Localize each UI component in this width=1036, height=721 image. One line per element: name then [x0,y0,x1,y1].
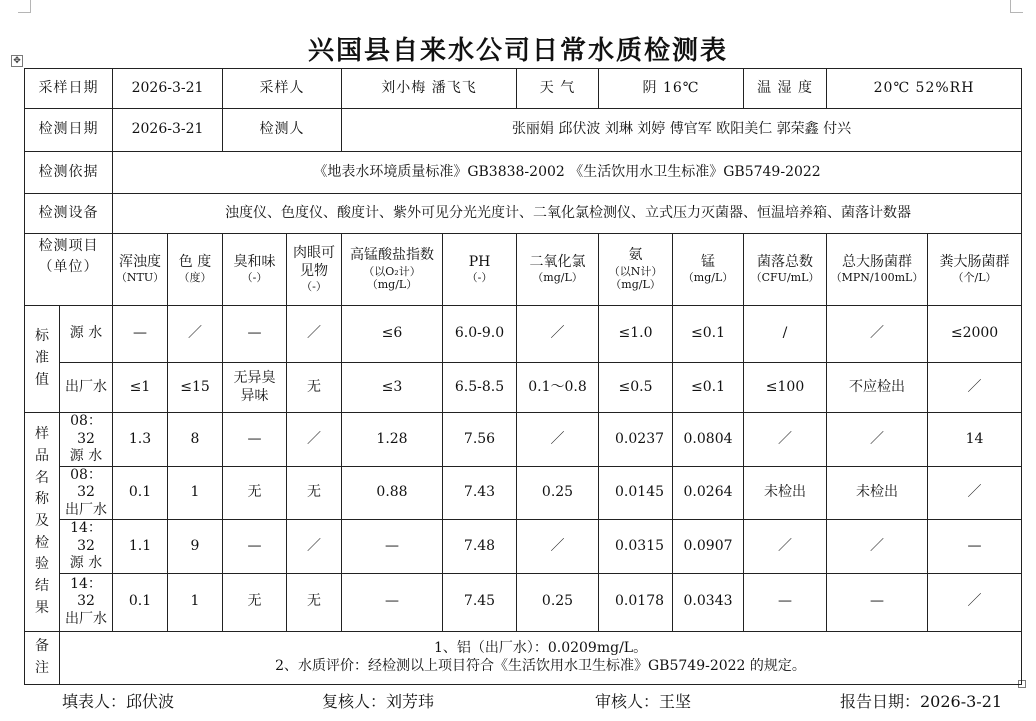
note-line-1: 1、铝（出厂水）：0.0209mg/L。 [433,640,648,656]
table-cell[interactable]: — [342,520,443,574]
page-corner-mark-left [18,0,31,13]
tester-value[interactable]: 张丽娟 邱伏波 刘琳 刘婷 傅官军 欧阳美仁 郭荣鑫 付兴 [342,109,1022,152]
table-cell[interactable]: 7.56 [443,413,517,467]
equipment-value[interactable]: 浊度仪、色度仪、酸度计、紫外可见分光光度计、二氧化氯检测仪、立式压力灭菌器、恒温培养箱、菌落计数器 [113,194,1022,234]
table-cell[interactable]: ／ [287,306,342,363]
table-cell[interactable]: ≤1.0 [599,306,673,363]
table-cell[interactable]: 0.25 [517,573,599,631]
table-cell[interactable]: ／ [928,573,1022,631]
sampler-value[interactable]: 刘小梅 潘飞飞 [342,69,517,109]
sample-row [25,466,1022,520]
test-date-label: 检测日期 [25,109,113,152]
table-cell[interactable]: 不应检出 [827,363,928,413]
table-cell[interactable]: — [928,520,1022,574]
table-cell[interactable]: ／ [517,413,599,467]
document-title: 兴国县自来水公司日常水质检测表 [307,36,728,66]
table-cell[interactable]: / [744,306,827,363]
header-ph: PH （-） [443,234,517,306]
table-cell[interactable]: ≤100 [744,363,827,413]
weather-value[interactable]: 阴 16℃ [599,69,744,109]
test-date-value[interactable]: 2026-3-21 [113,109,223,152]
sample-group-label: 样品名称及检验结果 [25,413,60,632]
header-fecal-coliform: 粪大肠菌群 （个/L） [928,234,1022,306]
sample-label: 08：32 出厂水 [60,466,113,520]
table-cell[interactable]: ≤15 [168,363,223,413]
table-cell[interactable]: ≤0.1 [673,363,744,413]
table-cell[interactable]: — [223,306,287,363]
table-cell[interactable]: 未检出 [827,466,928,520]
table-cell[interactable]: 无 [287,363,342,413]
header-visible-matter: 肉眼可见物 （-） [287,234,342,306]
table-cell[interactable]: ≤0.5 [599,363,673,413]
table-cell[interactable]: ／ [928,466,1022,520]
sample-row [25,413,1022,467]
header-permanganate: 高锰酸盐指数 （以O₂计） （mg/L） [342,234,443,306]
notes-label: 备注 [25,631,60,684]
table-cell[interactable]: ／ [827,306,928,363]
table-cell[interactable]: ／ [827,413,928,467]
table-cell[interactable]: ≤0.1 [673,306,744,363]
table-cell[interactable]: 0.25 [517,466,599,520]
table-cell[interactable]: — [223,520,287,574]
table-cell[interactable]: 7.43 [443,466,517,520]
table-cell[interactable]: ／ [287,520,342,574]
standard-row-source [25,306,1022,363]
header-odor: 臭和味 （-） [223,234,287,306]
table-cell[interactable]: ≤2000 [928,306,1022,363]
report-date: 报告日期：2026-3-21 [840,692,1003,711]
standard-row-label: 源 水 [60,306,113,363]
sampler-label: 采样人 [223,69,342,109]
table-cell[interactable]: ／ [517,306,599,363]
table-cell[interactable]: 1.3 [113,413,168,467]
table-cell[interactable]: 14 [928,413,1022,467]
table-cell[interactable]: 无 [223,573,287,631]
table-cell[interactable]: 未检出 [744,466,827,520]
table-cell[interactable]: 0.0907 [673,520,744,574]
table-cell[interactable]: ≤1 [113,363,168,413]
page-corner-mark-right [1010,0,1023,13]
table-cell[interactable]: — [342,573,443,631]
table-row [25,194,1022,234]
water-quality-table [24,68,1022,685]
item-header-line2: （单位） [38,259,99,275]
table-cell[interactable]: 0.0804 [673,413,744,467]
notes-content[interactable] [60,631,1022,684]
humidity-value[interactable]: 20℃ 52%RH [827,69,1022,109]
standard-group-label: 标准值 [25,306,60,413]
weather-label: 天 气 [517,69,599,109]
humidity-label: 温 湿 度 [744,69,827,109]
table-cell[interactable]: ／ [928,363,1022,413]
basis-value[interactable]: 《地表水环境质量标准》GB3838-2002 《生活饮用水卫生标准》GB5749-2022 [113,152,1022,194]
table-cell[interactable]: 无异臭异味 [223,363,287,413]
table-cell[interactable]: ≤3 [342,363,443,413]
basis-label: 检测依据 [25,152,113,194]
table-cell[interactable]: 7.45 [443,573,517,631]
header-colony-count: 菌落总数 （CFU/mL） [744,234,827,306]
table-cell[interactable]: ／ [827,520,928,574]
table-cell[interactable]: — [744,573,827,631]
table-cell[interactable]: 无 [223,466,287,520]
sample-label: 08：32 源 水 [60,413,113,467]
table-cell[interactable]: 无 [287,573,342,631]
tester-label: 检测人 [223,109,342,152]
table-cell[interactable]: ／ [744,520,827,574]
notes-row [25,631,1022,684]
table-move-handle-icon[interactable]: ✥ [11,55,23,67]
header-chlorine-dioxide: 二氧化氯 （mg/L） [517,234,599,306]
sample-date-label: 采样日期 [25,69,113,109]
sample-label: 14：32 出厂水 [60,573,113,631]
table-cell[interactable]: ≤6 [342,306,443,363]
table-row [25,152,1022,194]
table-cell[interactable]: — [827,573,928,631]
table-cell[interactable]: 0.0343 [673,573,744,631]
table-cell[interactable]: 0.0145 [599,466,673,520]
standard-row-label: 出厂水 [60,363,113,413]
table-cell[interactable]: 1 [168,466,223,520]
table-cell[interactable]: 0.1 [113,466,168,520]
reviewer-signature: 复核人：刘芳玮 [322,692,435,711]
note-line-2: 2、水质评价：经检测以上项目符合《生活饮用水卫生标准》GB5749-2022 的规定。 [275,657,806,674]
table-cell[interactable]: 0.0264 [673,466,744,520]
item-unit-header [25,234,113,306]
header-manganese: 锰 （mg/L） [673,234,744,306]
sample-row [25,573,1022,631]
table-cell[interactable]: 0.0178 [599,573,673,631]
table-cell[interactable]: — [113,306,168,363]
table-cell[interactable]: ／ [517,520,599,574]
table-cell[interactable]: 6.0-9.0 [443,306,517,363]
sample-label: 14：32 源 水 [60,520,113,574]
sample-date-value[interactable]: 2026-3-21 [113,69,223,109]
table-cell[interactable]: ／ [744,413,827,467]
table-cell[interactable]: 6.5-8.5 [443,363,517,413]
table-header-row [25,234,1022,306]
table-cell[interactable]: 0.0315 [599,520,673,574]
table-cell[interactable]: 1.1 [113,520,168,574]
table-cell[interactable]: ／ [168,306,223,363]
table-cell[interactable]: — [223,413,287,467]
table-cell[interactable]: 0.0237 [599,413,673,467]
table-cell[interactable]: 1 [168,573,223,631]
header-total-coliform: 总大肠菌群 （MPN/100mL） [827,234,928,306]
standard-row-plant [25,363,1022,413]
table-cell[interactable]: 0.88 [342,466,443,520]
item-header-line1: 检测项目 [38,238,99,254]
table-cell[interactable]: 无 [287,466,342,520]
header-ammonia: 氨 （以N计） （mg/L） [599,234,673,306]
sample-row [25,520,1022,574]
equipment-label: 检测设备 [25,194,113,234]
table-cell[interactable]: 1.28 [342,413,443,467]
header-turbidity: 浑浊度 （NTU） [113,234,168,306]
filler-signature: 填表人：邱伏波 [62,692,175,711]
auditor-signature: 审核人：王坚 [595,692,692,711]
table-cell[interactable]: 0.1～0.8 [517,363,599,413]
table-row [25,69,1022,109]
header-color: 色 度 （度） [168,234,223,306]
table-cell[interactable]: 9 [168,520,223,574]
table-cell[interactable]: 0.1 [113,573,168,631]
table-cell[interactable]: ／ [287,413,342,467]
table-cell[interactable]: 8 [168,413,223,467]
table-row [25,109,1022,152]
table-cell[interactable]: 7.48 [443,520,517,574]
